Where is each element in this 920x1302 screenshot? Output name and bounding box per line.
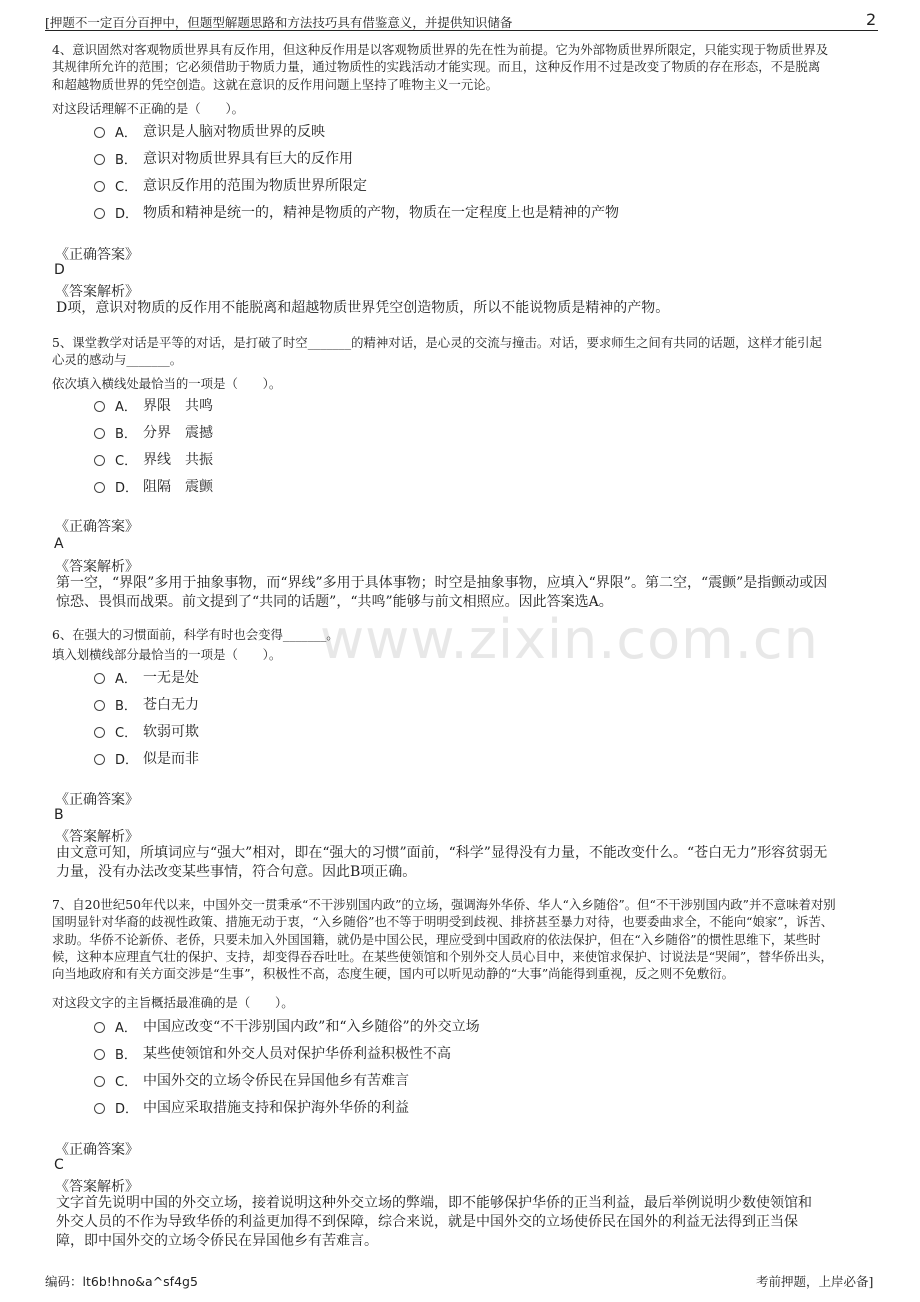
question-6-answer: B	[54, 807, 64, 823]
question-4-option-c[interactable]	[94, 175, 367, 195]
header-divider	[45, 30, 878, 31]
option-letter: D．	[115, 480, 139, 496]
radio-button[interactable]	[94, 127, 105, 138]
question-4-option-b[interactable]	[94, 148, 353, 168]
question-4-stem	[52, 41, 870, 93]
analysis-line: 障，即中国外交的立场令侨民在异国他乡有苦难言。	[56, 1233, 378, 1249]
question-4-prompt: 对这段话理解不正确的是（ ）。	[52, 101, 245, 116]
watermark: www.zixin.com.cn	[320, 608, 819, 671]
question-6-analysis	[56, 844, 862, 882]
question-4-option-d[interactable]	[94, 202, 619, 222]
option-letter: C．	[115, 725, 138, 741]
option-letter: B．	[115, 152, 137, 168]
option-text: 一无是处	[143, 670, 199, 686]
question-7-option-c[interactable]	[94, 1070, 409, 1090]
footer-slogan: 考前押题，上岸必备]	[756, 1274, 874, 1289]
question-5-stem	[52, 334, 870, 369]
radio-button[interactable]	[94, 1103, 105, 1114]
option-text: 中国外交的立场令侨民在异国他乡有苦难言	[143, 1073, 409, 1089]
option-text: 分界 震撼	[143, 425, 213, 441]
question-5-answer-title: 《正确答案》	[55, 519, 139, 535]
radio-button[interactable]	[94, 154, 105, 165]
option-letter: A．	[115, 125, 137, 141]
question-6-answer-title: 《正确答案》	[55, 792, 139, 808]
radio-button[interactable]	[94, 700, 105, 711]
option-letter: B．	[115, 426, 137, 442]
question-6-analysis-title: 《答案解析》	[55, 829, 139, 845]
question-5-answer: A	[54, 536, 64, 552]
header-disclaimer: [押题不一定百分百押中，但题型解题思路和方法技巧具有借鉴意义，并提供知识储备	[45, 15, 513, 30]
analysis-line: 外交人员的不作为导致华侨的利益更加得不到保障，综合来说，就是中国外交的立场使侨民在国外的利益无法得到正当保	[56, 1214, 798, 1230]
option-text: 界限 共鸣	[143, 398, 213, 414]
option-letter: D．	[115, 752, 139, 768]
radio-button[interactable]	[94, 1049, 105, 1060]
option-text: 意识对物质世界具有巨大的反作用	[143, 151, 353, 167]
option-text: 界线 共振	[143, 452, 213, 468]
question-7-option-a[interactable]	[94, 1016, 480, 1036]
radio-button[interactable]	[94, 455, 105, 466]
option-text: 中国应改变“不干涉别国内政”和“入乡随俗”的外交立场	[143, 1019, 480, 1035]
question-7-answer: C	[54, 1157, 64, 1173]
question-7-prompt: 对这段文字的主旨概括最准确的是（ ）。	[52, 995, 294, 1010]
option-text: 软弱可欺	[143, 724, 199, 740]
analysis-line: 文字首先说明中国的外交立场，接着说明这种外交立场的弊端，即不能够保护华侨的正当利益，最后举例说明少数使领馆和	[56, 1195, 812, 1211]
option-letter: C．	[115, 1074, 138, 1090]
option-text: 阻隔 震颤	[143, 479, 213, 495]
stem-line: 心灵的感动与_______。	[52, 352, 183, 368]
question-4-answer-title: 《正确答案》	[55, 247, 139, 263]
analysis-line: 惊恐、畏惧而战栗。前文提到了“共同的话题”，“共鸣”能够与前文相照应。因此答案选A。	[56, 594, 613, 610]
footer-code-label: 编码：	[45, 1274, 83, 1289]
footer-code-value: lt6b!hno&a^sf4g5	[82, 1274, 198, 1289]
question-5-analysis	[56, 574, 862, 612]
radio-button[interactable]	[94, 1022, 105, 1033]
radio-button[interactable]	[94, 401, 105, 412]
question-7-answer-title: 《正确答案》	[55, 1142, 139, 1158]
stem-line: 其规律所允许的范围；它必须借助于物质力量，通过物质性的实践活动才能实现。而且，这种反作用不过是改变了物质的存在形态，不是脱离	[52, 59, 821, 75]
option-letter: D．	[115, 1101, 139, 1117]
option-text: 苍白无力	[143, 697, 199, 713]
page-number: 2	[866, 10, 877, 29]
question-6-prompt: 填入划横线部分最恰当的一项是（ ）。	[52, 647, 282, 662]
radio-button[interactable]	[94, 754, 105, 765]
radio-button[interactable]	[94, 673, 105, 684]
question-5-analysis-title: 《答案解析》	[55, 559, 139, 575]
radio-button[interactable]	[94, 208, 105, 219]
question-6-option-d[interactable]	[94, 748, 199, 768]
analysis-line: 由文意可知，所填词应与“强大”相对，即在“强大的习惯”面前，“科学”显得没有力量，不能改变什么。“苍白无力”形容贫弱无	[56, 845, 828, 861]
stem-line: 国明显针对华裔的歧视性政策、措施无动于衷，“入乡随俗”也不等于明明受到歧视、排挤甚至暴力对待，也要委曲求全，不能向“娘家”，诉苦、	[52, 914, 834, 930]
stem-line: 5、课堂教学对话是平等的对话，是打破了时空_______的精神对话，是心灵的交流与撞击。对话，要求师生之间有共同的话题，这样才能引起	[52, 335, 822, 350]
stem-line: 7、自20世纪50年代以来，中国外交一贯秉承“不干涉别国内政”的立场，强调海外华侨、华人“入乡随俗”。但“不干涉别国内政”并不意味着对别	[52, 897, 836, 912]
option-letter: C．	[115, 179, 138, 195]
question-5-option-a[interactable]	[94, 395, 213, 415]
option-letter: A．	[115, 671, 137, 687]
option-text: 某些使领馆和外交人员对保护华侨利益积极性不高	[143, 1046, 451, 1062]
question-7-option-b[interactable]	[94, 1043, 451, 1063]
option-text: 意识是人脑对物质世界的反映	[143, 124, 325, 140]
question-5-option-b[interactable]	[94, 422, 213, 442]
question-7-stem	[52, 896, 870, 982]
option-letter: B．	[115, 698, 137, 714]
option-text: 中国应采取措施支持和保护海外华侨的利益	[143, 1100, 409, 1116]
option-text: 物质和精神是统一的，精神是物质的产物，物质在一定程度上也是精神的产物	[143, 205, 619, 221]
radio-button[interactable]	[94, 428, 105, 439]
question-4-option-a[interactable]	[94, 121, 325, 141]
stem-line: 向当地政府和有关方面交涉是“生事”，积极性不高，态度生硬，国内可以听见动静的“大事”尚能得到重视，反之则不免敷衍。	[52, 966, 735, 982]
option-letter: D．	[115, 206, 139, 222]
option-text: 似是而非	[143, 751, 199, 767]
radio-button[interactable]	[94, 181, 105, 192]
question-7-option-d[interactable]	[94, 1097, 409, 1117]
analysis-line: 第一空，“界限”多用于抽象事物，而“界线”多用于具体事物；时空是抽象事物，应填入“界限”。第二空，“震颤”是指颤动或因	[56, 575, 828, 591]
question-6-stem	[52, 626, 870, 643]
radio-button[interactable]	[94, 482, 105, 493]
option-letter: C．	[115, 453, 138, 469]
question-4-analysis	[56, 299, 862, 318]
stem-line: 候，这种本应理直气壮的保护、支持，却变得吞吞吐吐。在某些使领馆和个别外交人员心目中，来使馆求保护、讨说法是“哭闹”，替华侨出头，	[52, 948, 833, 964]
question-7-analysis	[56, 1194, 862, 1251]
option-letter: B．	[115, 1047, 137, 1063]
stem-line: 和超越物质世界的凭空创造。这就在意识的反作用问题上坚持了唯物主义一元论。	[52, 76, 499, 92]
radio-button[interactable]	[94, 1076, 105, 1087]
option-letter: A．	[115, 399, 137, 415]
option-text: 意识反作用的范围为物质世界所限定	[143, 178, 367, 194]
radio-button[interactable]	[94, 727, 105, 738]
option-letter: A．	[115, 1020, 137, 1036]
footer-code	[45, 1272, 198, 1290]
stem-line: 求助。华侨不论新侨、老侨，只要未加入外国国籍，就仍是中国公民，理应受到中国政府的依法保护，但在“入乡随俗”的惯性思维下，某些时	[52, 931, 821, 947]
stem-line: 6、在强大的习惯面前，科学有时也会变得_______。	[52, 627, 339, 642]
stem-line: 4、意识固然对客观物质世界具有反作用，但这种反作用是以客观物质世界的先在性为前提。它为外部物质世界所限定，只能实现于物质世界及	[52, 42, 829, 57]
question-5-option-c[interactable]	[94, 449, 213, 469]
question-7-analysis-title: 《答案解析》	[55, 1179, 139, 1195]
question-5-prompt: 依次填入横线处最恰当的一项是（ ）。	[52, 376, 282, 391]
question-5-option-d[interactable]	[94, 476, 213, 496]
analysis-line: 力量，没有办法改变某些事情，符合句意。因此B项正确。	[56, 864, 417, 880]
question-6-option-c[interactable]	[94, 721, 199, 741]
question-4-answer: D	[54, 262, 65, 278]
analysis-line: D项，意识对物质的反作用不能脱离和超越物质世界凭空创造物质，所以不能说物质是精神的产物。	[56, 300, 670, 316]
question-4-analysis-title: 《答案解析》	[55, 284, 139, 300]
question-6-option-a[interactable]	[94, 667, 199, 687]
question-6-option-b[interactable]	[94, 694, 199, 714]
